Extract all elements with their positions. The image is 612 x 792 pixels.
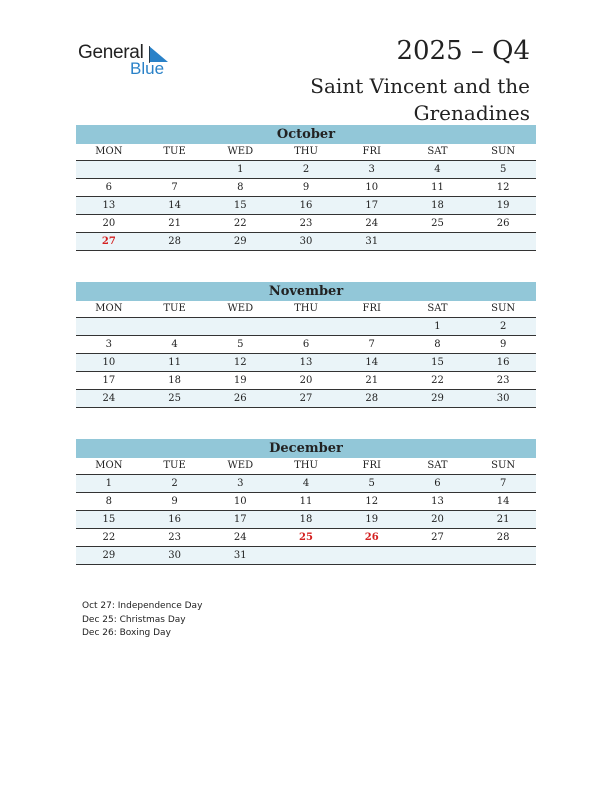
day-cell: 13 xyxy=(299,357,313,368)
holiday-note: Dec 25: Christmas Day xyxy=(82,614,186,625)
day-cell: 6 xyxy=(105,182,113,193)
country-line-2: Grenadines xyxy=(413,101,530,125)
day-cell: 20 xyxy=(102,218,116,229)
day-cell: 21 xyxy=(365,375,379,386)
day-cell: 9 xyxy=(302,182,310,193)
weekday-header-row xyxy=(76,458,536,475)
weekday-label: SUN xyxy=(491,146,516,157)
day-cell: 3 xyxy=(368,164,375,175)
day-cell: 7 xyxy=(171,182,178,193)
day-cell: 14 xyxy=(168,200,181,211)
day-cell: 18 xyxy=(299,514,313,525)
weekday-label: THU xyxy=(294,460,318,471)
day-cell xyxy=(76,161,142,178)
day-cell: 9 xyxy=(171,496,178,507)
weekday-label: THU xyxy=(294,303,318,314)
day-cell: 30 xyxy=(168,550,181,561)
holiday-day-cell: 25 xyxy=(299,532,313,543)
holiday-day-cell: 26 xyxy=(364,532,379,543)
day-cell: 12 xyxy=(496,182,510,193)
day-cell: 5 xyxy=(499,164,507,175)
day-cell: 9 xyxy=(499,339,507,350)
week-row xyxy=(76,215,536,233)
day-cell: 12 xyxy=(233,357,247,368)
weekday-label: FRI xyxy=(362,146,381,157)
day-cell: 22 xyxy=(102,532,116,543)
week-row xyxy=(76,336,536,354)
day-cell: 5 xyxy=(237,339,244,350)
week-row xyxy=(76,372,536,390)
weekday-label: SUN xyxy=(491,460,516,471)
day-cell: 2 xyxy=(302,164,310,175)
day-cell: 8 xyxy=(105,496,113,507)
day-cell: 7 xyxy=(368,339,375,350)
day-cell: 4 xyxy=(171,339,178,350)
day-cell: 21 xyxy=(168,218,181,229)
day-cell xyxy=(76,318,142,335)
day-cell: 14 xyxy=(496,496,510,507)
country-name xyxy=(210,73,530,127)
weekday-header-row xyxy=(76,144,536,161)
month-november xyxy=(76,282,536,408)
day-cell: 20 xyxy=(299,375,313,386)
day-cell: 30 xyxy=(299,236,313,247)
logo xyxy=(78,42,188,82)
day-cell: 28 xyxy=(365,393,379,404)
day-cell: 24 xyxy=(365,218,379,229)
day-cell: 10 xyxy=(233,496,247,507)
weekday-label: TUE xyxy=(163,303,186,314)
day-cell: 17 xyxy=(233,514,247,525)
day-cell: 12 xyxy=(365,496,379,507)
weekday-label: WED xyxy=(227,460,254,471)
day-cell xyxy=(470,547,536,564)
day-cell xyxy=(207,318,273,335)
day-cell: 19 xyxy=(365,514,379,525)
holiday-note: Oct 27: Independence Day xyxy=(82,601,203,611)
week-row xyxy=(76,179,536,197)
day-cell: 18 xyxy=(431,200,444,211)
weekday-label: FRI xyxy=(362,303,381,314)
month-october xyxy=(76,125,536,251)
day-cell: 21 xyxy=(496,514,510,525)
day-cell: 10 xyxy=(365,182,379,193)
weekday-label: SAT xyxy=(427,460,448,471)
day-cell: 31 xyxy=(233,550,247,561)
day-cell: 23 xyxy=(168,532,181,543)
day-cell: 10 xyxy=(102,357,116,368)
day-cell xyxy=(405,547,471,564)
day-cell: 16 xyxy=(496,357,510,368)
day-cell: 19 xyxy=(496,200,510,211)
weekday-label: THU xyxy=(294,146,318,157)
week-row xyxy=(76,161,536,179)
day-cell: 4 xyxy=(434,164,441,175)
day-cell: 2 xyxy=(171,478,178,489)
day-cell: 11 xyxy=(168,357,181,368)
day-cell xyxy=(339,318,405,335)
day-cell: 29 xyxy=(102,550,116,561)
day-cell: 15 xyxy=(233,200,247,211)
week-row xyxy=(76,547,536,565)
week-row xyxy=(76,233,536,251)
day-cell xyxy=(142,318,208,335)
day-cell: 18 xyxy=(168,375,181,386)
day-cell: 23 xyxy=(299,218,313,229)
week-row xyxy=(76,390,536,408)
logo-blue-text: Blue xyxy=(130,59,165,78)
day-cell: 27 xyxy=(299,393,313,404)
day-cell: 1 xyxy=(434,321,441,332)
weekday-header-row xyxy=(76,301,536,318)
day-cell xyxy=(273,318,339,335)
day-cell xyxy=(470,233,536,250)
week-row xyxy=(76,511,536,529)
weekday-label: FRI xyxy=(362,460,381,471)
day-cell: 6 xyxy=(434,478,441,489)
logo-general-text: General xyxy=(78,42,144,63)
day-cell: 7 xyxy=(499,478,507,489)
day-cell: 17 xyxy=(365,200,379,211)
day-cell: 22 xyxy=(233,218,247,229)
day-cell: 1 xyxy=(105,478,113,489)
day-cell xyxy=(142,161,208,178)
day-cell: 11 xyxy=(299,496,313,507)
holiday-notes xyxy=(82,600,202,641)
day-cell: 24 xyxy=(102,393,116,404)
weekday-label: TUE xyxy=(163,146,186,157)
day-cell xyxy=(339,547,405,564)
day-cell: 13 xyxy=(102,200,116,211)
day-cell: 30 xyxy=(496,393,510,404)
weekday-label: SUN xyxy=(491,303,516,314)
day-cell: 28 xyxy=(496,532,510,543)
day-cell: 15 xyxy=(431,357,444,368)
day-cell: 16 xyxy=(299,200,313,211)
day-cell: 8 xyxy=(237,182,244,193)
weekday-label: WED xyxy=(227,303,254,314)
day-cell: 28 xyxy=(168,236,181,247)
weekday-label: SAT xyxy=(427,303,448,314)
day-cell: 14 xyxy=(365,357,379,368)
week-row xyxy=(76,493,536,511)
month-header: December xyxy=(76,439,536,458)
day-cell: 16 xyxy=(168,514,181,525)
day-cell: 8 xyxy=(434,339,441,350)
weekday-label: MON xyxy=(95,303,123,314)
day-cell: 17 xyxy=(102,375,116,386)
week-row xyxy=(76,318,536,336)
holiday-note: Dec 26: Boxing Day xyxy=(82,628,171,638)
day-cell: 25 xyxy=(431,218,444,229)
day-cell: 4 xyxy=(302,478,310,489)
weekday-label: MON xyxy=(95,460,123,471)
week-row xyxy=(76,529,536,547)
day-cell: 3 xyxy=(105,339,113,350)
day-cell xyxy=(273,547,339,564)
weekday-label: WED xyxy=(227,146,254,157)
day-cell: 29 xyxy=(431,393,444,404)
day-cell: 20 xyxy=(431,514,444,525)
day-cell: 6 xyxy=(302,339,310,350)
weekday-label: TUE xyxy=(163,460,186,471)
month-header: October xyxy=(76,125,536,144)
day-cell: 3 xyxy=(237,478,244,489)
holiday-day-cell: 27 xyxy=(101,236,116,247)
day-cell: 13 xyxy=(431,496,444,507)
day-cell: 27 xyxy=(431,532,444,543)
week-row xyxy=(76,354,536,372)
day-cell: 15 xyxy=(102,514,116,525)
day-cell: 24 xyxy=(233,532,247,543)
day-cell xyxy=(405,233,471,250)
day-cell: 2 xyxy=(499,321,507,332)
page-title: 2025 – Q4 xyxy=(396,36,530,66)
week-row xyxy=(76,197,536,215)
day-cell: 1 xyxy=(237,164,244,175)
day-cell: 31 xyxy=(365,236,379,247)
day-cell: 19 xyxy=(233,375,247,386)
day-cell: 29 xyxy=(233,236,247,247)
day-cell: 26 xyxy=(233,393,247,404)
day-cell: 25 xyxy=(168,393,181,404)
day-cell: 22 xyxy=(431,375,444,386)
day-cell: 11 xyxy=(431,182,444,193)
day-cell: 5 xyxy=(368,478,375,489)
weekday-label: SAT xyxy=(427,146,448,157)
month-december xyxy=(76,439,536,565)
week-row xyxy=(76,475,536,493)
day-cell: 23 xyxy=(496,375,510,386)
weekday-label: MON xyxy=(95,146,123,157)
country-line-1: Saint Vincent and the xyxy=(310,74,530,98)
day-cell: 26 xyxy=(496,218,510,229)
month-header: November xyxy=(76,282,536,301)
